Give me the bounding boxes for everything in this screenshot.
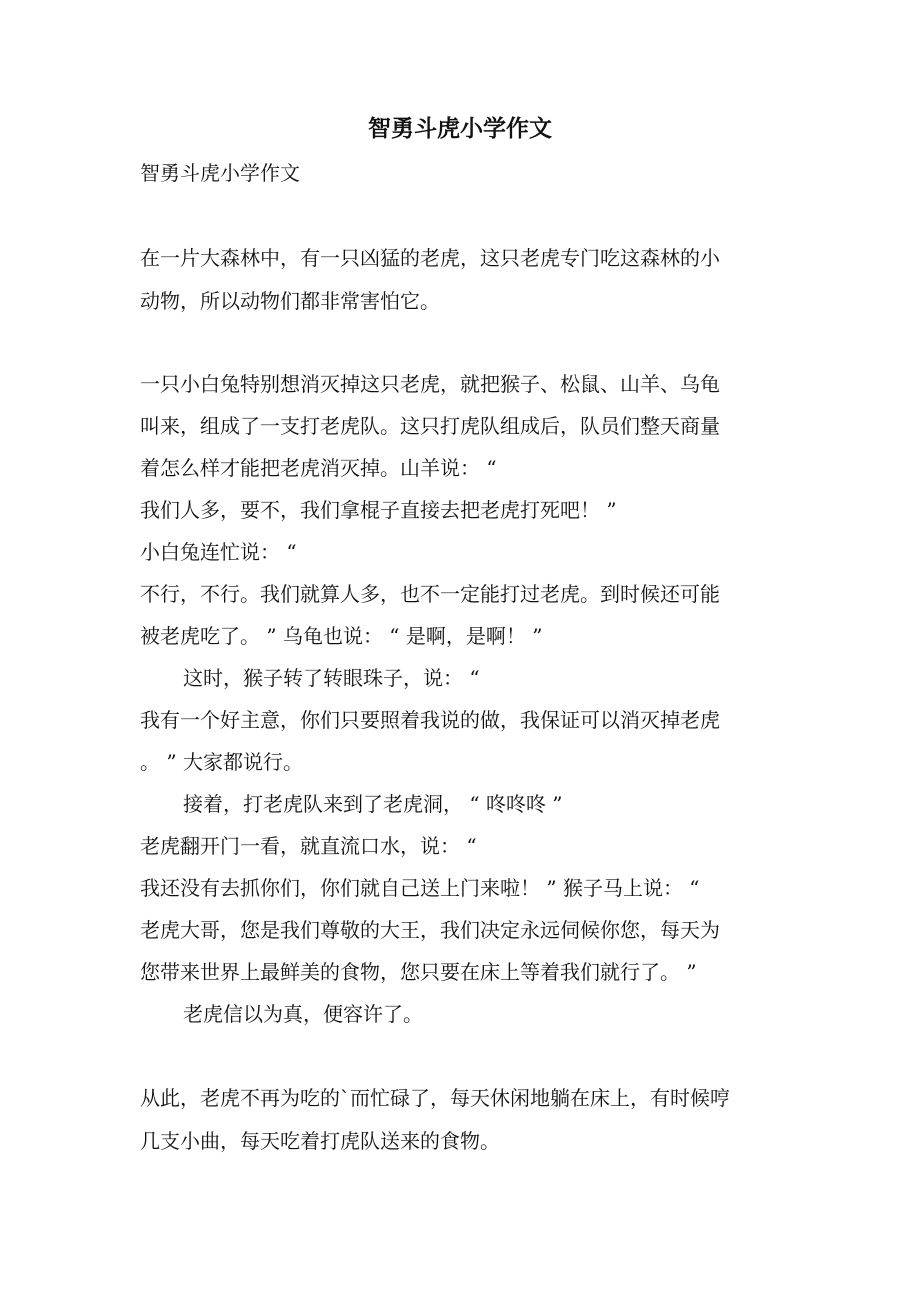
paragraph-line: 我有一个好主意，你们只要照着我说的做，我保证可以消灭掉老虎 <box>140 708 720 732</box>
document-title: 智勇斗虎小学作文 <box>368 115 552 142</box>
paragraph-line: 动物，所以动物们都非常害怕它。 <box>140 289 440 313</box>
paragraph-line: 。 ” 大家都说行。 <box>140 750 303 774</box>
paragraph-line: 接着，打老虎队来到了老虎洞， “ 咚咚咚 ” <box>183 792 563 816</box>
paragraph-line: 我还没有去抓你们，你们就自己送上门来啦！ ” 猴子马上说： “ <box>140 876 700 900</box>
document-subtitle: 智勇斗虎小学作文 <box>140 161 300 185</box>
paragraph-line: 不行，不行。我们就算人多，也不一定能打过老虎。到时候还可能 <box>140 582 720 606</box>
paragraph-line: 一只小白兔特别想消灭掉这只老虎，就把猴子、松鼠、山羊、乌龟 <box>140 372 720 396</box>
paragraph-line: 您带来世界上最鲜美的食物，您只要在床上等着我们就行了。 ” <box>140 960 697 984</box>
paragraph-line: 小白兔连忙说： “ <box>140 540 297 564</box>
paragraph-line: 叫来，组成了一支打老虎队。这只打虎队组成后，队员们整天商量 <box>140 414 720 438</box>
paragraph-line: 从此，老虎不再为吃的`而忙碌了，每天休闲地躺在床上，有时候哼 <box>140 1086 730 1110</box>
paragraph-line: 这时，猴子转了转眼珠子，说： “ <box>183 666 480 690</box>
paragraph-line: 我们人多，要不，我们拿棍子直接去把老虎打死吧！ ” <box>140 498 617 522</box>
paragraph-line: 被老虎吃了。 ” 乌龟也说： “ 是啊，是啊！ ” <box>140 624 543 648</box>
paragraph-line: 老虎翻开门一看，就直流口水，说： “ <box>140 834 477 858</box>
paragraph-line: 老虎大哥，您是我们尊敬的大王，我们决定永远伺候你您，每天为 <box>140 918 720 942</box>
paragraph-line: 在一片大森林中，有一只凶猛的老虎，这只老虎专门吃这森林的小 <box>140 246 720 270</box>
paragraph-line: 几支小曲，每天吃着打虎队送来的食物。 <box>140 1129 500 1153</box>
paragraph-line: 老虎信以为真，便容许了。 <box>183 1002 423 1026</box>
paragraph-line: 着怎么样才能把老虎消灭掉。山羊说： “ <box>140 456 497 480</box>
